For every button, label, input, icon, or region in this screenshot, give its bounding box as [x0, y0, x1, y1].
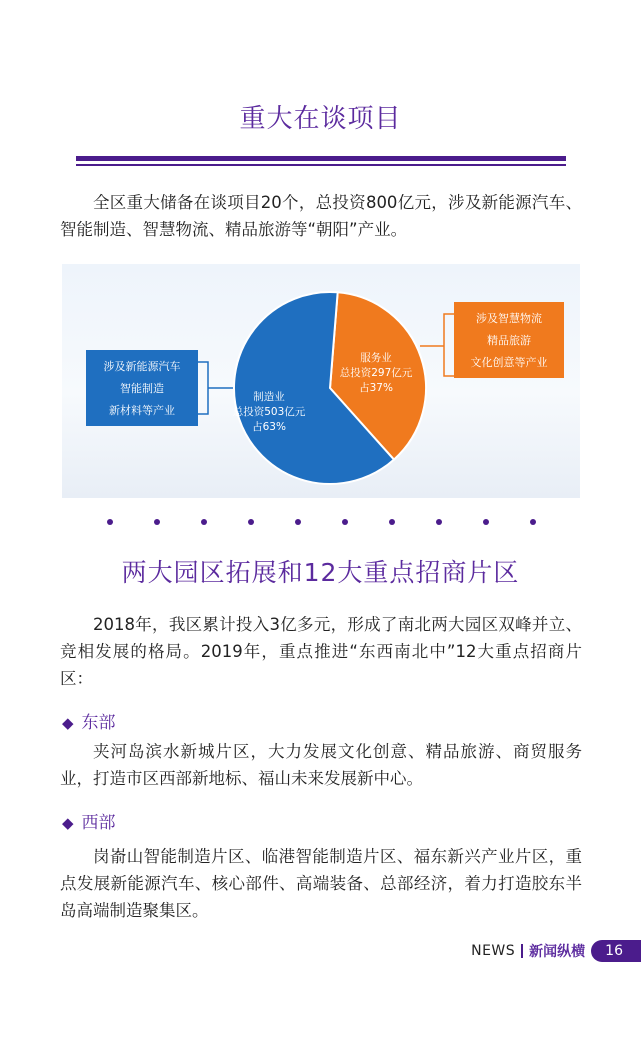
west-heading	[62, 808, 116, 833]
parks-paragraph: 2018年，我区累计投入3亿多元，形成了南北两大园区双峰并立、竞相发展的格局。2019年，重点推进“东西南北中”12大重点招商片区：	[60, 615, 582, 688]
page-footer	[471, 940, 641, 962]
footer-separator	[521, 944, 523, 958]
west-paragraph: 岗嵛山智能制造片区、临港智能制造片区、福东新兴产业片区，重点发展新能源汽车、核心部件、高端装备、总部经济，着力打造胶东半岛高端制造聚集区。	[60, 847, 582, 920]
east-heading-text: 东部	[81, 713, 116, 733]
diamond-bullet-icon: ◆	[62, 814, 74, 832]
dot-divider	[0, 519, 641, 531]
west-heading-text: 西部	[81, 813, 116, 833]
manufacturing-label: 制造业	[253, 391, 285, 403]
footer-news: NEWS	[471, 943, 516, 959]
right-note-line: 文化创意等产业	[470, 356, 548, 369]
right-note-line: 涉及智慧物流	[476, 312, 542, 325]
pie-svg	[62, 264, 580, 498]
page-number: 16	[591, 940, 641, 962]
section-title: 两大园区拓展和12大重点招商片区	[121, 558, 520, 587]
manufacturing-label: 总投资503亿元	[232, 406, 306, 418]
left-note-line: 涉及新能源汽车	[103, 360, 181, 373]
footer-section: 新闻纵横	[529, 944, 586, 960]
intro-paragraph: 全区重大储备在谈项目20个，总投资800亿元，涉及新能源汽车、智能制造、智慧物流、精品旅游等“朝阳”产业。	[60, 193, 582, 239]
right-bracket	[444, 314, 454, 376]
service-label: 服务业	[360, 352, 392, 364]
title-underline	[76, 156, 566, 166]
service-label: 占37%	[359, 382, 393, 394]
left-note-line: 智能制造	[120, 382, 164, 395]
manufacturing-label: 占63%	[252, 421, 286, 433]
diamond-bullet-icon: ◆	[62, 714, 74, 732]
pie-group	[234, 292, 426, 484]
east-paragraph: 夹河岛滨水新城片区，大力发展文化创意、精品旅游、商贸服务业，打造市区西部新地标、福山未来发展新中心。	[60, 742, 582, 788]
section-title: 重大在谈项目	[239, 104, 402, 134]
east-heading	[62, 708, 116, 733]
investment-pie-chart	[62, 264, 580, 498]
left-note-line: 新材料等产业	[109, 404, 175, 417]
left-bracket	[198, 362, 208, 414]
right-note-line: 精品旅游	[487, 334, 531, 347]
service-label: 总投资297亿元	[339, 367, 413, 379]
